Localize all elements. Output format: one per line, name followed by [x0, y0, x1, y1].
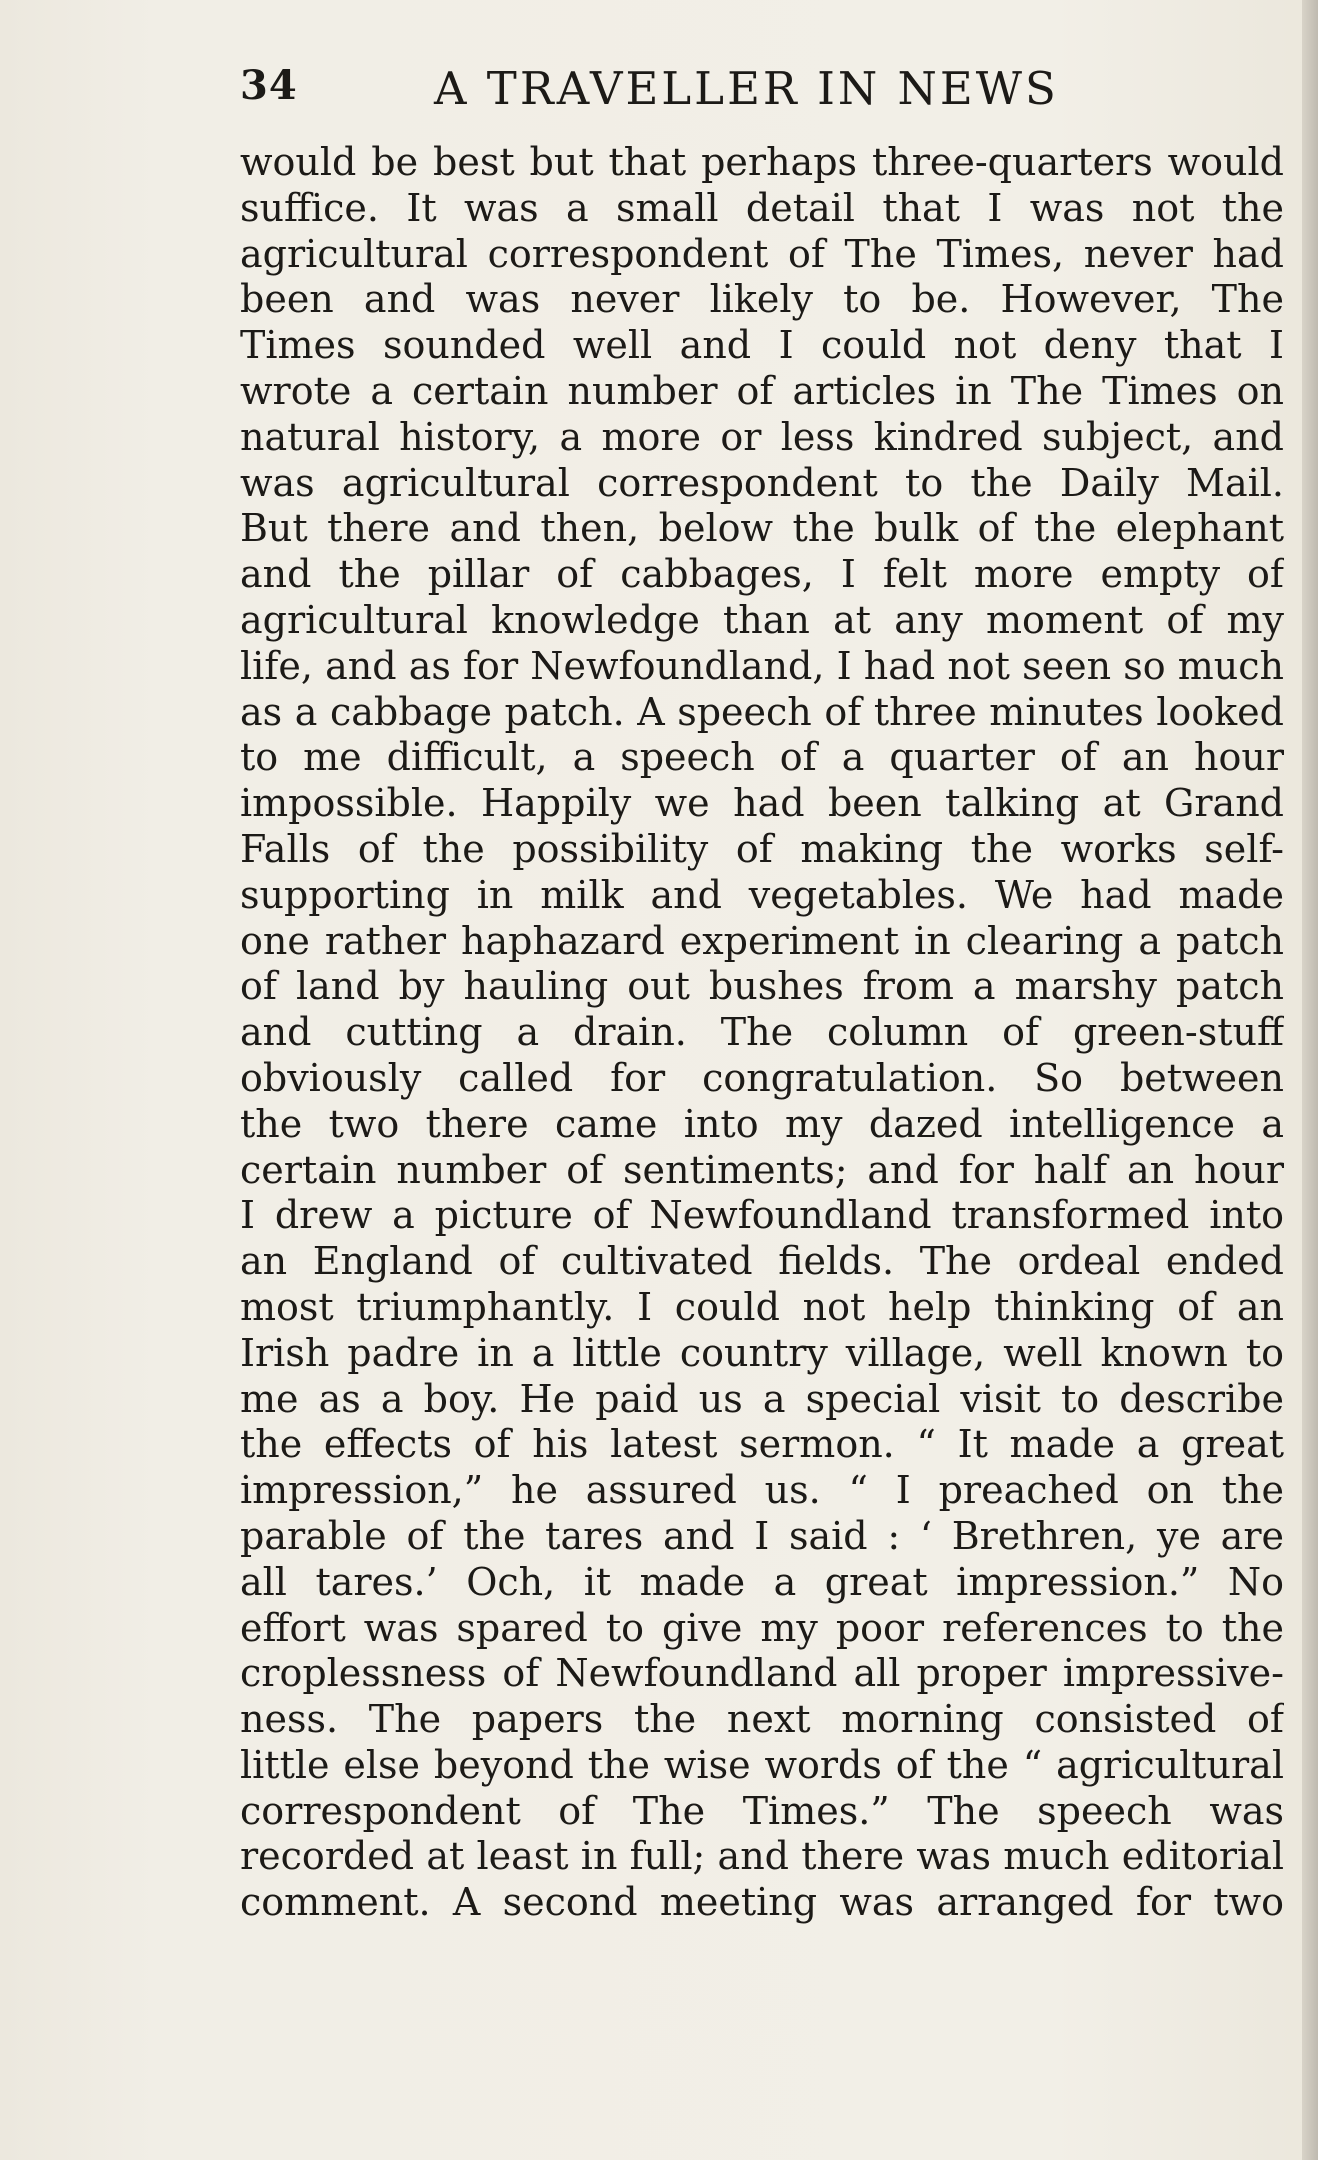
text-line: correspondent of The Times.” The speech was: [240, 1788, 1284, 1833]
text-line: agricultural knowledge than at any moment of my: [240, 597, 1284, 642]
text-line: impossible. Happily we had been talking at Grand: [240, 781, 1284, 826]
text-line: the two there came into my dazed intelligence a: [240, 1101, 1284, 1146]
text-line: would be best but that perhaps three-quarters would: [240, 140, 1284, 184]
text-line: an England of cultivated fields. The ordeal ended: [240, 1239, 1284, 1284]
text-line: certain number of sentiments; and for half an hour: [240, 1147, 1284, 1192]
running-title: A TRAVELLER IN NEWS: [434, 62, 1059, 115]
text-line: been and was never likely to be. However, The: [240, 277, 1284, 322]
text-line: obviously called for congratulation. So between: [240, 1055, 1284, 1100]
body-text: [240, 140, 1284, 1926]
text-line: But there and then, below the bulk of the elephant: [240, 506, 1284, 551]
text-line: suffice. It was a small detail that I was not the: [240, 185, 1284, 230]
text-line: as a cabbage patch. A speech of three minutes looked: [240, 689, 1284, 734]
text-line: parable of the tares and I said : ‘ Brethren, ye are: [240, 1513, 1284, 1558]
text-line: of land by hauling out bushes from a marshy patch: [240, 964, 1284, 1009]
text-line: me as a boy. He paid us a special visit to describe: [240, 1376, 1284, 1421]
text-line: croplessness of Newfoundland all proper impressive-: [240, 1651, 1284, 1696]
text-line: natural history, a more or less kindred subject, and: [240, 414, 1284, 459]
page-number: 34: [240, 62, 298, 109]
text-line: ness. The papers the next morning consisted of: [240, 1697, 1284, 1742]
text-line: supporting in milk and vegetables. We had made: [240, 872, 1284, 917]
text-line: life, and as for Newfoundland, I had not seen so much: [240, 643, 1284, 688]
text-line: and cutting a drain. The column of green-stuff: [240, 1010, 1284, 1055]
text-line: wrote a certain number of articles in The Times on: [240, 368, 1284, 413]
text-line: Times sounded well and I could not deny that I: [240, 323, 1284, 368]
text-line: was agricultural correspondent to the Daily Mail.: [240, 460, 1284, 505]
text-line: agricultural correspondent of The Times, never had: [240, 231, 1284, 276]
running-head: [240, 60, 1284, 120]
text-line: I drew a picture of Newfoundland transformed into: [240, 1193, 1284, 1238]
text-line: effort was spared to give my poor references to the: [240, 1605, 1284, 1650]
text-line: all tares.’ Och, it made a great impression.” No: [240, 1559, 1284, 1604]
text-line: to me difficult, a speech of a quarter of an hour: [240, 735, 1284, 780]
text-line: little else beyond the wise words of the “ agricultural: [240, 1742, 1284, 1787]
text-line: impression,” he assured us. “ I preached on the: [240, 1468, 1284, 1513]
text-line: recorded at least in full; and there was much editorial: [240, 1834, 1284, 1879]
text-line: and the pillar of cabbages, I felt more empty of: [240, 552, 1284, 597]
text-line: Falls of the possibility of making the works self-: [240, 826, 1284, 871]
text-line: the effects of his latest sermon. “ It made a great: [240, 1422, 1284, 1467]
text-line: comment. A second meeting was arranged for two: [240, 1880, 1284, 1925]
text-line: one rather haphazard experiment in clearing a patch: [240, 918, 1284, 963]
page-edge: [1302, 0, 1318, 2160]
text-line: Irish padre in a little country village, well known to: [240, 1330, 1284, 1375]
text-line: most triumphantly. I could not help thinking of an: [240, 1284, 1284, 1329]
